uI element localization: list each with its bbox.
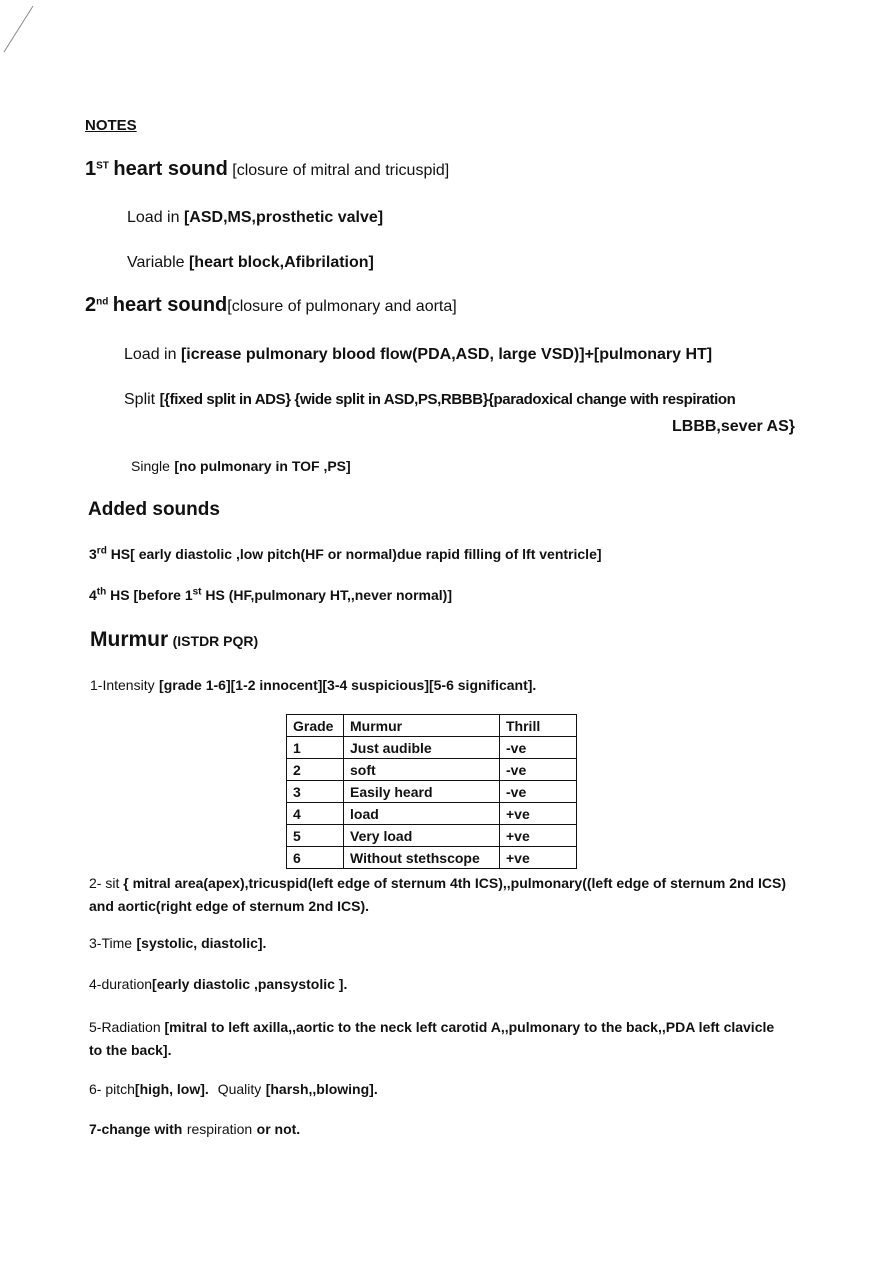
hs4-num: 4: [89, 587, 97, 603]
change-mid: respiration: [186, 1121, 253, 1137]
cell-thrill: -ve: [500, 759, 577, 781]
cell-murmur: Just audible: [344, 737, 500, 759]
cell-murmur: Without stethscope: [344, 847, 500, 869]
cell-murmur: soft: [344, 759, 500, 781]
s2-single-label: Single: [131, 458, 170, 474]
added-sounds-heading: Added sounds: [88, 499, 220, 520]
cell-thrill: -ve: [500, 737, 577, 759]
cell-thrill: +ve: [500, 803, 577, 825]
hs4-sup: th: [96, 586, 107, 598]
murmur-heading-line: [90, 628, 258, 652]
s1-num: 1: [85, 158, 97, 180]
s1-var-label: Variable: [127, 254, 185, 271]
s1-var-text: [heart block,Afibrilation]: [188, 254, 374, 271]
quality-text: [harsh,,blowing].: [265, 1081, 378, 1097]
radiation-text: [mitral to left axilla,,aortic to the neck left carotid A,,pulmonary to the back,,PDA left clavicle to the back].: [89, 1019, 775, 1058]
cell-murmur: Very load: [344, 825, 500, 847]
change-post: or not.: [256, 1121, 301, 1137]
table-row: [287, 847, 577, 869]
table-row: [287, 825, 577, 847]
s1-desc: [closure of mitral and tricuspid]: [232, 162, 450, 179]
intensity-label: 1-Intensity: [90, 677, 155, 693]
cell-grade: 1: [287, 737, 344, 759]
cell-grade: 5: [287, 825, 344, 847]
pitch-line: [89, 1081, 378, 1099]
s2-split-continuation: LBBB,sever AS}: [671, 418, 795, 435]
s2-split-label: Split: [124, 391, 156, 408]
scan-mark-line: [0, 0, 40, 60]
s2-sup: nd: [96, 296, 109, 308]
pitch-label: 6- pitch: [89, 1081, 135, 1097]
time-label: 3-Time: [89, 935, 133, 951]
duration-line: [89, 976, 347, 994]
cell-grade: 3: [287, 781, 344, 803]
change-pre: 7-change with: [89, 1121, 183, 1137]
header-grade: Grade: [287, 715, 344, 737]
duration-text: [early diastolic ,pansystolic ].: [152, 976, 348, 992]
cell-grade: 2: [287, 759, 344, 781]
murmur-sub: (ISTDR PQR): [172, 633, 259, 649]
murmur-grade-table: [286, 714, 577, 869]
hs3-sup: rd: [96, 545, 107, 557]
s2-single-text: [no pulmonary in TOF ,PS]: [174, 458, 351, 474]
intensity-text: [grade 1-6][1-2 innocent][3-4 suspicious][5-6 significant].: [159, 677, 537, 693]
radiation-paragraph: [89, 1016, 779, 1062]
s2-heading-line: [85, 294, 457, 317]
s2-load-text: [icrease pulmonary blood flow(PDA,ASD, large VSD)]+[pulmonary HT]: [180, 346, 713, 363]
cell-murmur: load: [344, 803, 500, 825]
s1-sup: ST: [96, 160, 109, 172]
hs4-pre: HS [before 1: [110, 587, 193, 603]
murmur-heading: Murmur: [90, 628, 169, 651]
s1-variable-line: [127, 254, 374, 272]
hs4-line: [89, 587, 452, 603]
hs4-post: HS (HF,pulmonary HT,,never normal)]: [205, 587, 452, 603]
s1-load-line: [127, 209, 383, 227]
pitch-text: [high, low].: [134, 1081, 209, 1097]
page-title: NOTES: [85, 117, 137, 134]
site-label: 2- sit: [89, 875, 120, 891]
site-text: { mitral area(apex),tricuspid(left edge of sternum 4th ICS),,pulmonary((left edge of sternum 2nd ICS) and aortic(right edge of sternum 2nd ICS).: [89, 875, 786, 914]
time-text: [systolic, diastolic].: [136, 935, 267, 951]
hs3-num: 3: [89, 546, 97, 562]
s1-load-text: [ASD,MS,prosthetic valve]: [183, 209, 384, 226]
s2-load-line: [124, 346, 712, 364]
s1-heading: heart sound: [113, 158, 228, 180]
s1-load-label: Load in: [127, 209, 180, 226]
cell-murmur: Easily heard: [344, 781, 500, 803]
s2-load-label: Load in: [124, 346, 177, 363]
s2-split-line: [124, 391, 735, 409]
s2-desc: [closure of pulmonary and aorta]: [227, 298, 457, 315]
cell-thrill: +ve: [500, 847, 577, 869]
hs3-line: [89, 546, 602, 562]
site-paragraph: [89, 872, 801, 918]
cell-grade: 4: [287, 803, 344, 825]
header-thrill: Thrill: [500, 715, 577, 737]
cell-grade: 6: [287, 847, 344, 869]
table-row: [287, 803, 577, 825]
table-header-row: [287, 715, 577, 737]
cell-thrill: +ve: [500, 825, 577, 847]
header-murmur: Murmur: [344, 715, 500, 737]
table-row: [287, 781, 577, 803]
time-line: [89, 935, 266, 953]
intensity-line: [90, 677, 536, 695]
s2-split-text: [{fixed split in ADS} {wide split in ASD,PS,RBBB}{paradoxical change with respiration: [159, 391, 736, 408]
change-line: [89, 1121, 300, 1139]
s2-num: 2: [85, 294, 97, 316]
hs3-text: HS[ early diastolic ,low pitch(HF or normal)due rapid filling of lft ventricle]: [110, 546, 602, 562]
hs4-sup2: st: [192, 586, 202, 598]
duration-label: 4-duration: [89, 976, 153, 992]
s2-heading: heart sound: [112, 294, 228, 316]
s2-single-line: [131, 458, 351, 476]
quality-label: Quality: [217, 1081, 262, 1097]
s1-heading-line: [85, 158, 449, 181]
table-row: [287, 737, 577, 759]
table-row: [287, 759, 577, 781]
radiation-label: 5-Radiation: [89, 1019, 161, 1035]
cell-thrill: -ve: [500, 781, 577, 803]
